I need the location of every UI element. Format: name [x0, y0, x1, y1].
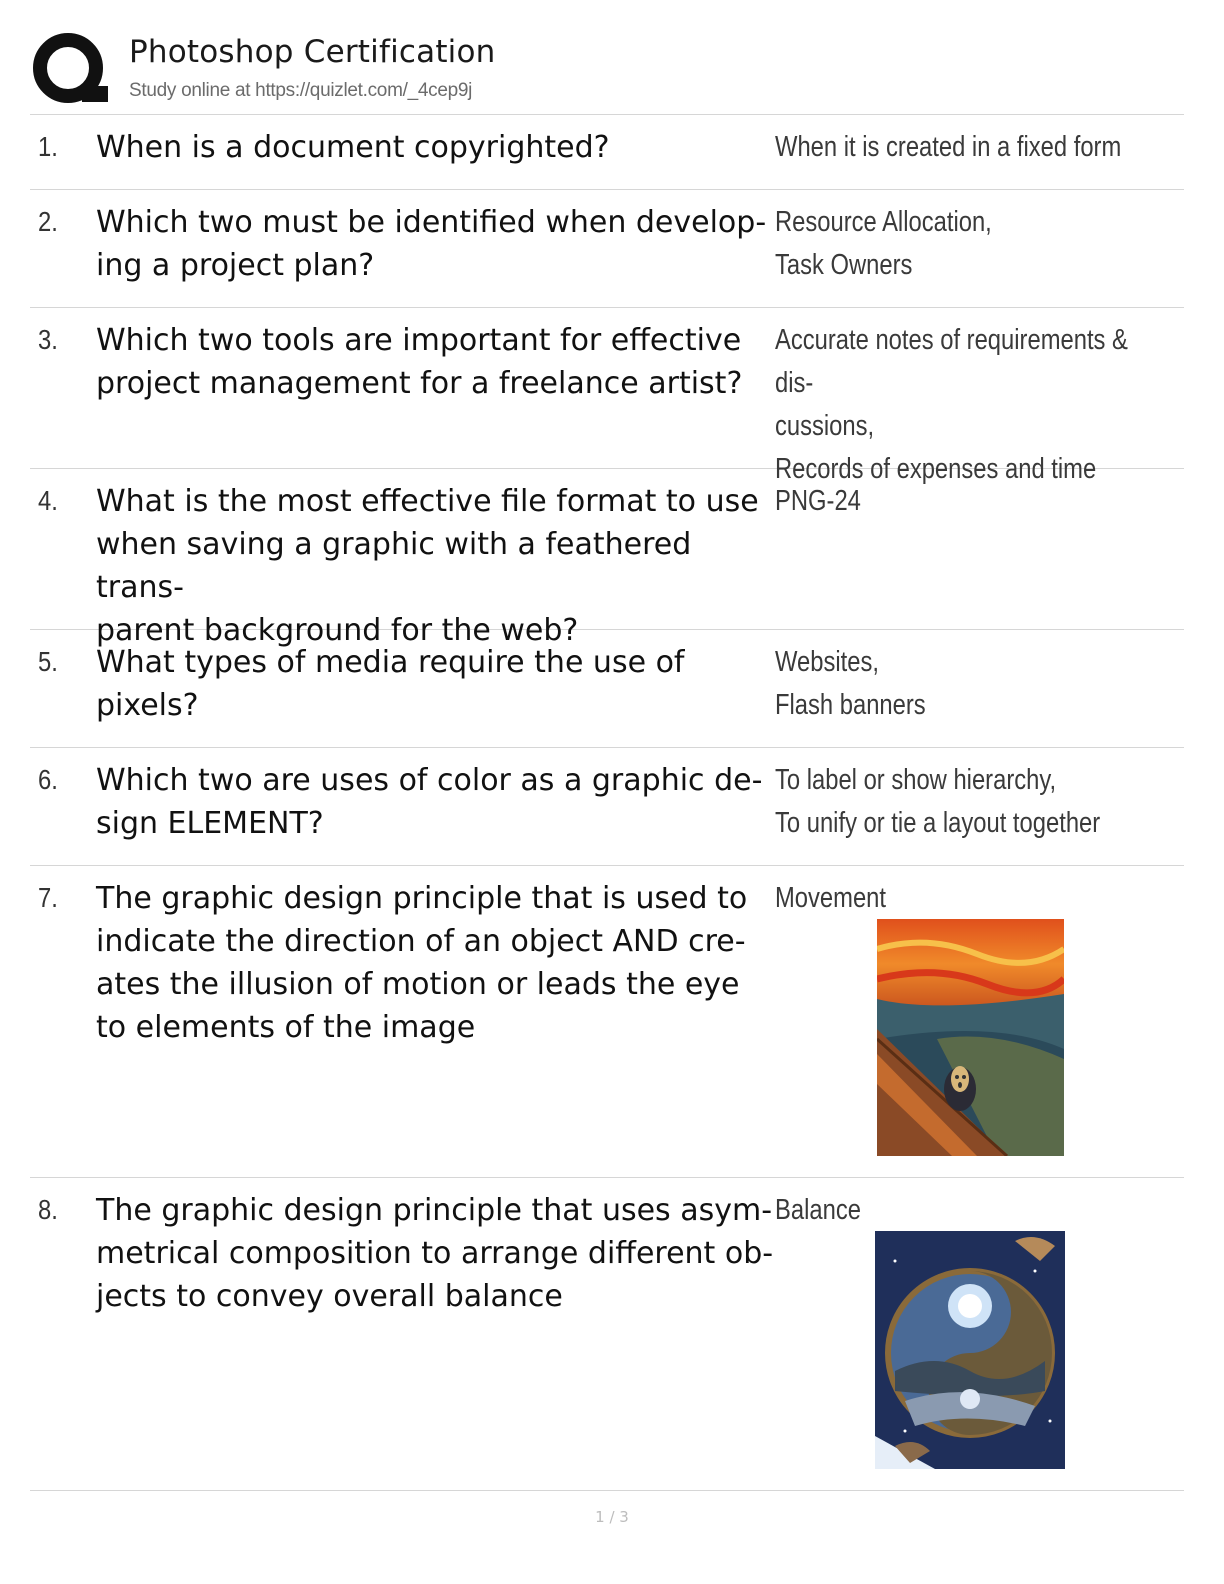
study-link[interactable]: Study online at https://quizlet.com/_4cep9j [129, 80, 473, 101]
card-answer [775, 641, 1160, 727]
page-title: Photoshop Certification [129, 34, 496, 70]
answer-line: Flash banners [775, 689, 926, 721]
answer-line: Balance [775, 1194, 861, 1226]
card-number: 2. [38, 206, 58, 237]
answer-line: PNG-24 [775, 485, 861, 517]
card-answer [775, 759, 1160, 845]
card-answer [775, 319, 1160, 491]
answer-line: Task Owners [775, 249, 913, 281]
card-question: The graphic design principle that uses asym- metrical composition to arrange different ob- jects to convey overall balance [96, 1193, 774, 1314]
card-row-4 [30, 469, 1184, 648]
card-answer [775, 480, 1160, 523]
card-row-8 [30, 1178, 1184, 1491]
card-row-5 [30, 630, 1184, 748]
card-question: What is the most effective file format to use when saving a graphic with a feathered trans- parent background for the web? [96, 484, 759, 648]
card-question: Which two must be identified when develop- ing a project plan? [96, 205, 767, 283]
answer-line: When it is created in a fixed form [775, 131, 1122, 163]
answer-line: To unify or tie a layout together [775, 807, 1101, 839]
card-question: When is a document copyrighted? [96, 130, 610, 165]
card-number: 1. [38, 131, 58, 162]
card-number: 8. [38, 1194, 58, 1225]
card-number: 4. [38, 485, 58, 516]
answer-line: Accurate notes of requirements & dis- [775, 324, 1128, 399]
yin-yang-landscape-image [875, 1231, 1065, 1469]
card-number: 6. [38, 764, 58, 795]
page-header [30, 28, 1184, 115]
card-question: The graphic design principle that is used to indicate the direction of an object AND cre- ates the illusion of motion or leads the eye to elements of the image [96, 881, 748, 1045]
card-answer [775, 126, 1160, 169]
scream-painting-image [877, 919, 1064, 1156]
card-answer [775, 1189, 1160, 1232]
card-row-7 [30, 866, 1184, 1178]
card-row-6 [30, 748, 1184, 866]
answer-line: Websites, [775, 646, 879, 678]
answer-line: cussions, [775, 410, 875, 442]
card-row-1 [30, 115, 1184, 190]
card-question: Which two tools are important for effective project management for a freelance artist? [96, 323, 743, 401]
answer-line: To label or show hierarchy, [775, 764, 1057, 796]
answer-line: Resource Allocation, [775, 206, 992, 238]
page-number: 1 / 3 [595, 1508, 629, 1526]
card-question: What types of media require the use of pixels? [96, 645, 685, 723]
card-question: Which two are uses of color as a graphic de- sign ELEMENT? [96, 763, 763, 841]
card-number: 3. [38, 324, 58, 355]
card-number: 7. [38, 882, 58, 913]
card-row-2 [30, 190, 1184, 308]
quizlet-logo-icon [32, 30, 110, 108]
card-answer [775, 877, 1160, 920]
card-answer [775, 201, 1160, 287]
card-row-3 [30, 308, 1184, 485]
answer-line: Records of expenses and time [775, 453, 1097, 485]
card-number: 5. [38, 646, 58, 677]
answer-line: Movement [775, 882, 887, 914]
